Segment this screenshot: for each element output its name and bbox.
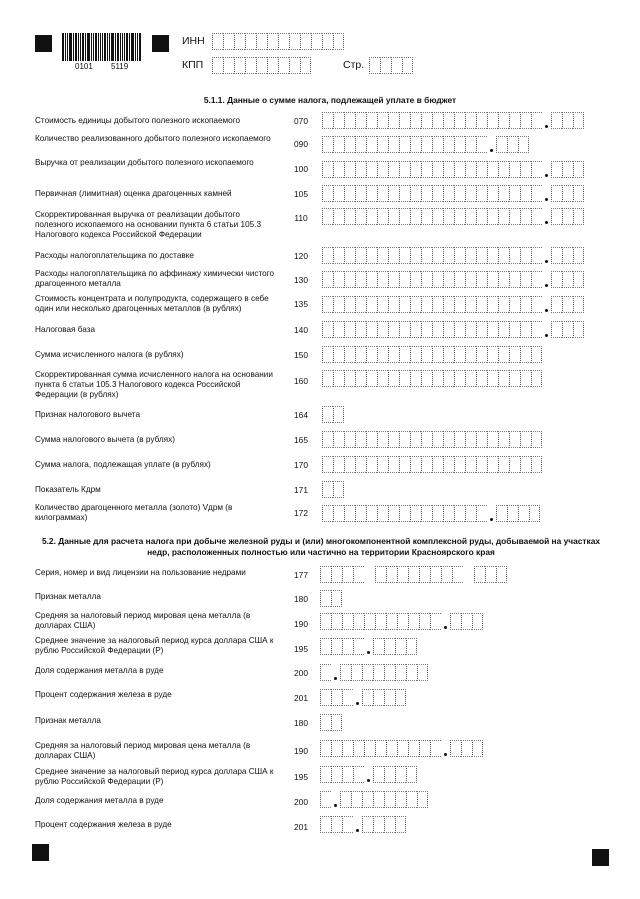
- row-label-160: Скорректированная сумма исчисленного налога на основании пункта 6 статьи 105.3 Налогового кодекса Российской Федерации (в рублях): [35, 370, 273, 399]
- corner-marker-bottom-right: [592, 849, 609, 866]
- row-code-140: 140: [294, 325, 308, 335]
- row52-code-190-2: 190: [294, 619, 308, 629]
- field52-195-3[interactable]: [320, 638, 417, 655]
- section-511-title: 5.1.1. Данные о сумме налога, подлежащей уплате в бюджет: [203, 95, 457, 105]
- corner-marker-top-mid: [152, 35, 169, 52]
- row52-label-180-1: Признак металла: [35, 592, 101, 601]
- field52-195-8[interactable]: [320, 766, 417, 783]
- row-label-135: Стоимость концентрата и полупродукта, содержащего в себе один или несколько драгоценных металлов (в рублях): [35, 294, 269, 313]
- kpp-field[interactable]: [212, 57, 311, 74]
- field-164[interactable]: [322, 406, 344, 423]
- row52-label-177-0: Серия, номер и вид лицензии на пользование недрами: [35, 568, 246, 577]
- field-105[interactable]: [322, 185, 584, 202]
- barcode: [62, 33, 142, 61]
- page-number-field[interactable]: [369, 57, 413, 74]
- row-label-164: Признак налогового вычета: [35, 410, 140, 419]
- field-140[interactable]: [322, 321, 584, 338]
- row-label-171: Показатель Кдрм: [35, 485, 101, 494]
- row-label-090: Количество реализованного добытого полезного ископаемого: [35, 134, 271, 143]
- row-label-110: Скорректированная выручка от реализации добытого полезного ископаемого на основании пункта 6 статьи 105.3 Налогового кодекса Российской Федерации: [35, 210, 262, 239]
- row-label-100: Выручка от реализации добытого полезного ископаемого: [35, 158, 254, 167]
- row-code-070: 070: [294, 116, 308, 126]
- field52-190-2[interactable]: [320, 613, 483, 630]
- row-code-172: 172: [294, 508, 308, 518]
- row-code-150: 150: [294, 350, 308, 360]
- field-135[interactable]: [322, 296, 584, 313]
- field-165[interactable]: [322, 431, 542, 448]
- field-150[interactable]: [322, 346, 542, 363]
- row52-label-201-10: Процент содержания железа в руде: [35, 820, 172, 829]
- row-label-130: Расходы налогоплательщика по аффинажу химически чистого драгоценного металла: [35, 269, 275, 288]
- field-070[interactable]: [322, 112, 584, 129]
- inn-field[interactable]: [212, 33, 344, 50]
- field52-200-4[interactable]: [320, 664, 428, 681]
- row-code-171: 171: [294, 485, 308, 495]
- row52-label-200-4: Доля содержания металла в руде: [35, 666, 164, 675]
- field-170[interactable]: [322, 456, 542, 473]
- row52-code-200-4: 200: [294, 668, 308, 678]
- row-code-090: 090: [294, 139, 308, 149]
- row-label-105: Первичная (лимитная) оценка драгоценных камней: [35, 189, 232, 198]
- field-100[interactable]: [322, 161, 584, 178]
- field-130[interactable]: [322, 271, 584, 288]
- field52-201-10[interactable]: [320, 816, 406, 833]
- corner-marker-bottom-left: [32, 844, 49, 861]
- row-code-160: 160: [294, 376, 308, 386]
- row52-code-190-7: 190: [294, 746, 308, 756]
- row-code-110: 110: [294, 213, 308, 223]
- row52-label-190-2: Средняя за налоговый период мировая цена металла (в долларах США): [35, 611, 251, 630]
- field-160[interactable]: [322, 370, 542, 387]
- row52-label-195-8: Среднее значение за налоговый период курса доллара США к рублю Российской Федерации (Р): [35, 767, 274, 786]
- row-label-070: Стоимость единицы добытого полезного ископаемого: [35, 116, 241, 125]
- row-label-120: Расходы налогоплательщика по доставке: [35, 251, 194, 260]
- row52-label-180-6: Признак металла: [35, 716, 101, 725]
- row52-code-195-8: 195: [294, 772, 308, 782]
- barcode-number-left: 0101: [75, 62, 93, 71]
- row52-code-201-10: 201: [294, 822, 308, 832]
- row52-label-195-3: Среднее значение за налоговый период курса доллара США к рублю Российской Федерации (Р): [35, 636, 274, 655]
- corner-marker-top-left: [35, 35, 52, 52]
- row-label-165: Сумма налогового вычета (в рублях): [35, 435, 175, 444]
- row-code-130: 130: [294, 275, 308, 285]
- section-52-title: 5.2. Данные для расчета налога при добыче железной руды и (или) многокомпонентной комплексной руды, добываемой на участках недр, расположенных полностью или частично на территории Красноярского края: [41, 536, 601, 557]
- row-label-170: Сумма налога, подлежащая уплате (в рублях): [35, 460, 211, 469]
- row-code-120: 120: [294, 251, 308, 261]
- row52-code-201-5: 201: [294, 693, 308, 703]
- row52-label-201-5: Процент содержания железа в руде: [35, 690, 172, 699]
- field-171[interactable]: [322, 481, 344, 498]
- row52-code-177-0: 177: [294, 570, 308, 580]
- barcode-number-right: 5119: [111, 62, 129, 71]
- kpp-label: КПП: [182, 59, 204, 71]
- field-172[interactable]: [322, 505, 540, 522]
- field52-180-1[interactable]: [320, 590, 342, 607]
- field52-201-5[interactable]: [320, 689, 406, 706]
- field-090[interactable]: [322, 136, 529, 153]
- page-label: Стр.: [343, 59, 365, 71]
- row52-label-190-7: Средняя за налоговый период мировая цена металла (в долларах США): [35, 741, 251, 760]
- row52-code-180-1: 180: [294, 594, 308, 604]
- row-code-100: 100: [294, 164, 308, 174]
- row-code-170: 170: [294, 460, 308, 470]
- field52-177-0[interactable]: [320, 566, 507, 583]
- row-code-135: 135: [294, 299, 308, 309]
- field52-190-7[interactable]: [320, 740, 483, 757]
- field52-180-6[interactable]: [320, 714, 342, 731]
- row-label-140: Налоговая база: [35, 325, 96, 334]
- row-label-172: Количество драгоценного металла (золото) Vдрм (в килограммах): [35, 503, 233, 522]
- field52-200-9[interactable]: [320, 791, 428, 808]
- row52-code-180-6: 180: [294, 718, 308, 728]
- row52-code-195-3: 195: [294, 644, 308, 654]
- row52-label-200-9: Доля содержания металла в руде: [35, 796, 164, 805]
- row-code-105: 105: [294, 189, 308, 199]
- row-label-150: Сумма исчисленного налога (в рублях): [35, 350, 184, 359]
- inn-label: ИНН: [182, 35, 205, 47]
- row-code-164: 164: [294, 410, 308, 420]
- row-code-165: 165: [294, 435, 308, 445]
- row52-code-200-9: 200: [294, 797, 308, 807]
- field-110[interactable]: [322, 208, 584, 225]
- field-120[interactable]: [322, 247, 584, 264]
